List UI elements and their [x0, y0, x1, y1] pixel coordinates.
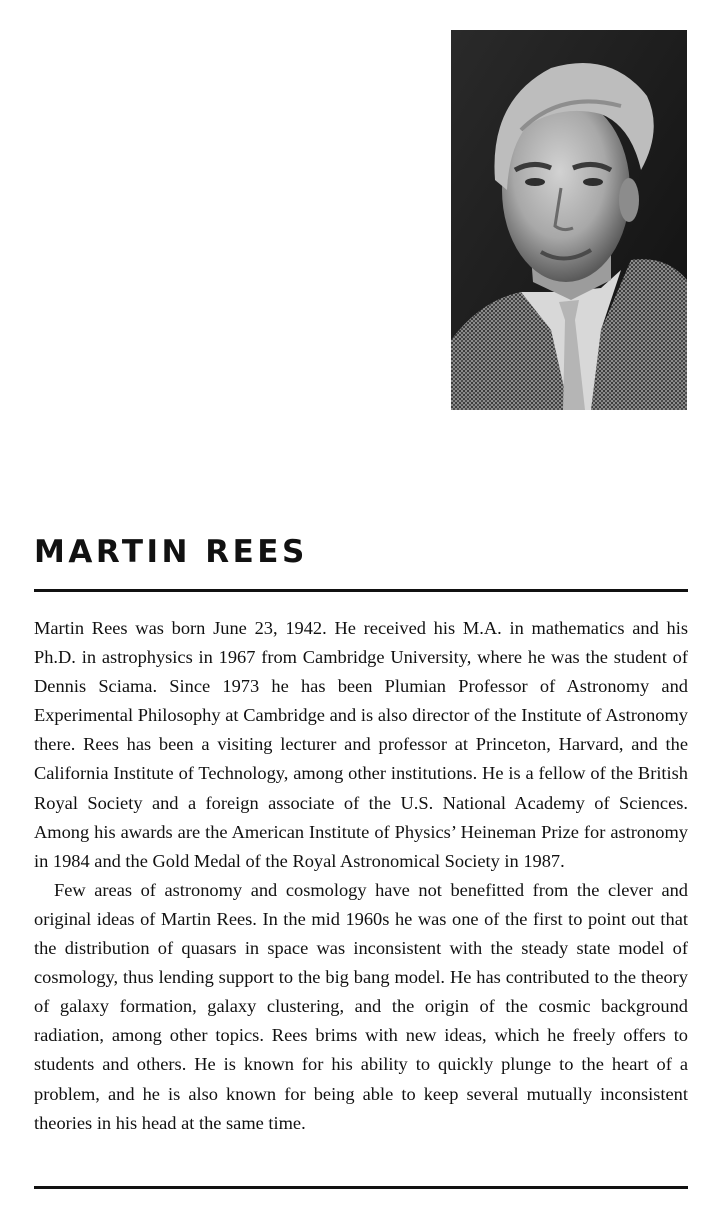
biography-paragraph: Martin Rees was born June 23, 1942. He received his M.A. in mathematics and his Ph.D. in astrophysics in 1967 from Cambridge University, where he was the student of Dennis Sciama. Since 1973 he has been Plumian Professor of Astronomy and Experimental Philosophy at Cambridge and is also director of the Institute of Astronomy there. Rees has been a visiting lecturer and professor at Princeton, Harvard, and the California Institute of Technology, among other institutions. He is a fellow of the British Royal Society and a foreign associate of the U.S. National Academy of Sciences. Among his awards are the American Institute of Physics’ Heineman Prize for astronomy in 1984 and the Gold Medal of the Royal Astronomical Society in 1987. — [34, 618, 688, 871]
top-divider — [34, 589, 688, 592]
biography-text — [34, 614, 688, 1138]
portrait-illustration — [451, 30, 687, 410]
portrait-photo — [451, 30, 687, 410]
bottom-divider — [34, 1186, 688, 1189]
person-name-heading: MARTIN REES — [34, 534, 308, 570]
biography-paragraph: Few areas of astronomy and cosmology have not benefitted from the clever and original ideas of Martin Rees. In the mid 1960s he was one of the first to point out that the distribution of quasars in space was inconsistent with the steady state model of cosmology, thus lending support to the big bang model. He has contributed to the theory of galaxy formation, galaxy clustering, and the origin of the cosmic background radiation, among other topics. Rees brims with new ideas, which he freely offers to students and others. He is known for his ability to quickly plunge to the heart of a problem, and he is also known for being able to keep several mutually inconsistent theories in his head at the same time. — [34, 879, 688, 1133]
